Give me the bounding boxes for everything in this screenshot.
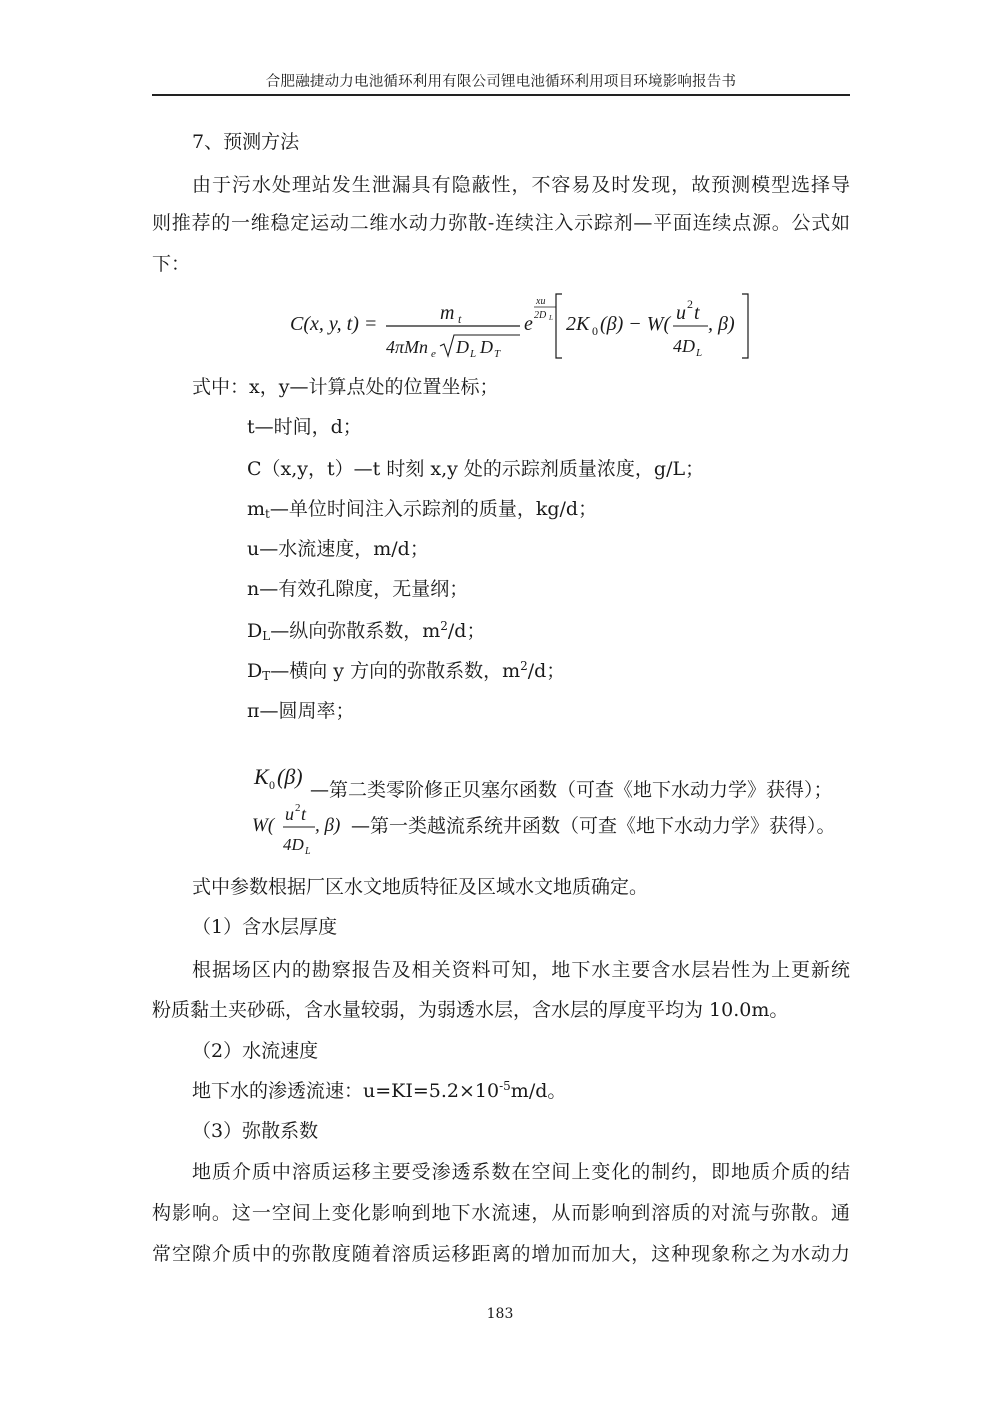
svg-text:t: t [694, 302, 700, 324]
svg-text:0: 0 [592, 324, 598, 338]
params-heading-3: （3）弥散系数 [192, 1120, 319, 1142]
svg-text:T: T [494, 348, 501, 360]
svg-text:2K: 2K [566, 313, 590, 335]
def-xy: 式中：x，y—计算点处的位置坐标； [192, 376, 499, 398]
formula-exp-base: e [524, 313, 533, 335]
params-p3-line-1: 地质介质中溶质运移主要受渗透系数在空间上变化的制约，即地质介质的结 [192, 1161, 850, 1183]
svg-text:u: u [285, 804, 294, 824]
intro-line-3: 下： [152, 253, 191, 275]
def-c: C（x,y，t）—t 时刻 x,y 处的示踪剂质量浓度，g/L； [247, 458, 705, 480]
def-mt: $m_t—$单位时间注入示踪剂的质量，kg/d； [247, 498, 598, 521]
formula-numerator: m [440, 302, 455, 324]
formula-left-bracket [556, 294, 562, 358]
svg-text:, β): , β) [708, 313, 735, 335]
def-u: u—水流速度，m/d； [247, 538, 429, 560]
running-header: 合肥融捷动力电池循环利用有限公司锂电池循环利用项目环境影响报告书 [265, 74, 737, 90]
svg-text:, β): , β) [315, 815, 341, 836]
svg-text:2: 2 [687, 297, 693, 311]
params-p1-line-1: 根据场区内的勘察报告及相关资料可知，地下水主要含水层岩性为上更新统 [192, 959, 850, 981]
def-t: t—时间，d； [247, 416, 362, 438]
header-rule [152, 94, 850, 96]
svg-text:D: D [456, 337, 469, 357]
params-p3-line-3: 常空隙介质中的弥散度随着溶质运移距离的增加而加大，这种现象称之为水动力 [152, 1243, 850, 1265]
svg-text:L: L [305, 846, 311, 857]
svg-text:L: L [470, 348, 477, 360]
def-pi: π—圆周率； [247, 700, 355, 722]
svg-text:2: 2 [295, 802, 301, 814]
section-heading: 7、预测方法 [192, 131, 300, 153]
svg-text:(β) − W(: (β) − W( [600, 313, 671, 335]
svg-text:(β): (β) [277, 764, 303, 789]
formula-exp-den: 2D [534, 310, 547, 321]
params-p3-line-2: 构影响。这一空间上变化影响到地下水流速，从而影响到溶质的对流与弥散。通 [152, 1202, 850, 1224]
formula-denominator: 4πMn [386, 337, 429, 357]
def-dt: $D_T—$横向 y 方向的弥散系数，$m^2/d$； [247, 659, 566, 683]
svg-text:4D: 4D [283, 835, 304, 854]
params-p1-line-2: 粉质黏土夹砂砾，含水量较弱，为弱透水层，含水层的厚度平均为 10.0m。 [152, 999, 789, 1021]
formula-denominator-sub: e [431, 348, 436, 360]
formula-right-bracket [742, 294, 748, 358]
svg-text:u: u [676, 302, 686, 324]
svg-text:L: L [696, 347, 703, 359]
page-number: 183 [486, 1306, 514, 1322]
params-intro: 式中参数根据厂区水文地质特征及区域水文地质确定。 [192, 876, 649, 898]
svg-text:t: t [301, 804, 307, 824]
svg-text:4D: 4D [673, 336, 695, 356]
intro-line-2: 则推荐的一维稳定运动二维水动力弥散-连续注入示踪剂—平面连续点源。公式如 [152, 212, 850, 234]
svg-text:K: K [254, 764, 269, 789]
def-dl: $D_L—$纵向弥散系数，$m^2/d$； [247, 619, 486, 643]
intro-line-1: 由于污水处理站发生泄漏具有隐蔽性，不容易及时发现，故预测模型选择导 [192, 174, 850, 196]
params-p2: 地下水的渗透流速：$u=KI=5.2\times 10^{-5}m/d$。 [192, 1079, 567, 1102]
main-formula [290, 290, 760, 369]
svg-text:L: L [549, 314, 553, 322]
svg-text:W(: W( [252, 815, 275, 836]
params-heading-1: （1）含水层厚度 [192, 916, 338, 938]
svg-text:D: D [480, 337, 493, 357]
formula-exp-num: xu [536, 296, 546, 307]
params-heading-2: （2）水流速度 [192, 1040, 319, 1062]
formula-lhs: C(x, y, t) = [290, 313, 378, 335]
def-n: n—有效孔隙度，无量纲； [247, 578, 469, 600]
formula-numerator-sub: t [458, 312, 462, 326]
svg-text:0: 0 [269, 778, 275, 792]
